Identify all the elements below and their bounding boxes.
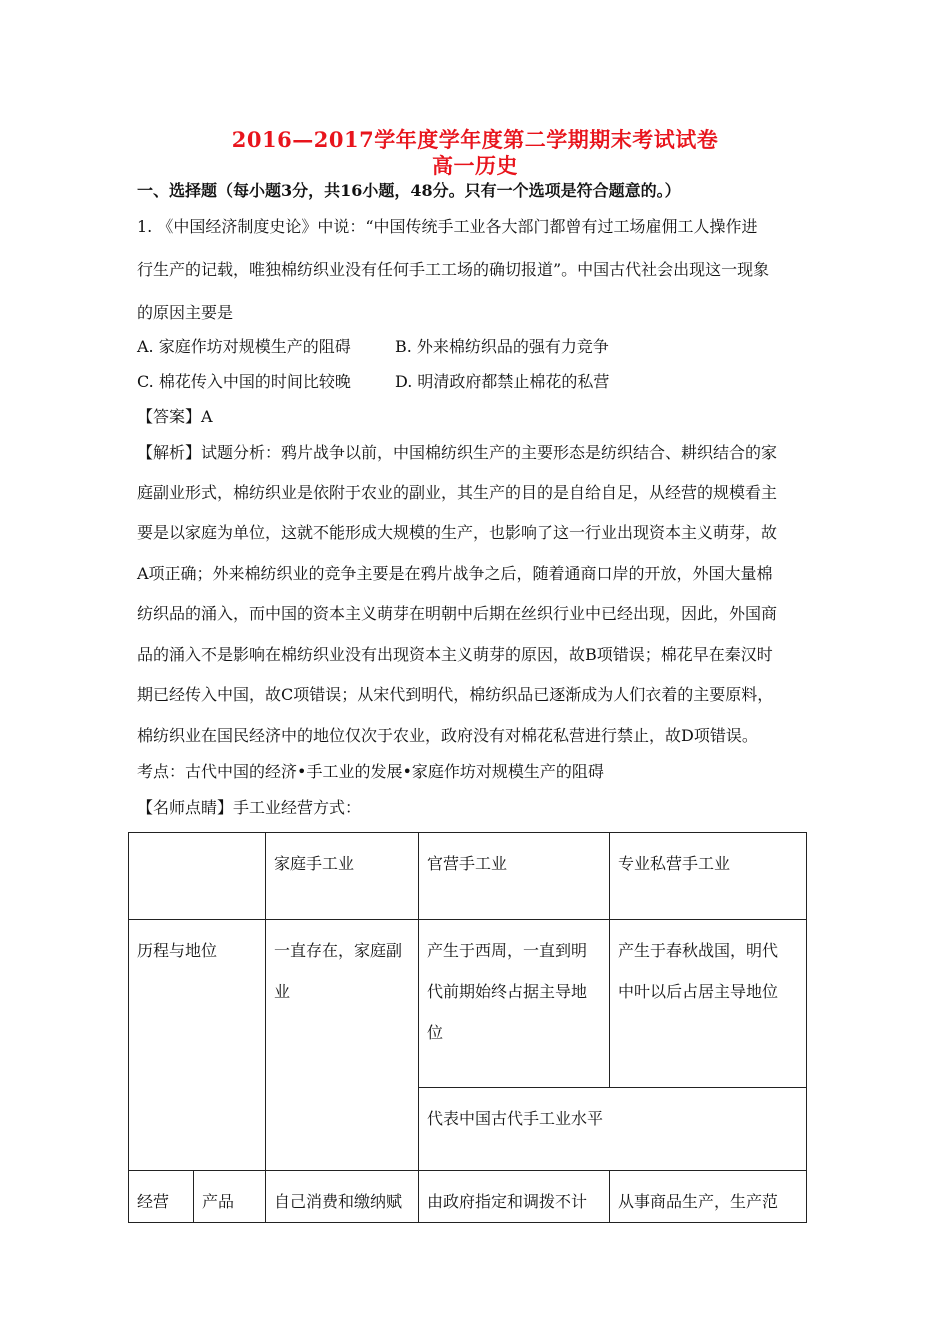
analysis-line: 期已经传入中国，故C项错误；从宋代到明代，棉纺织品已逐渐成为人们衣着的主要原料， xyxy=(137,685,774,704)
section-heading: 一、选择题（每小题3分，共16小题，48分。只有一个选项是符合题意的。） xyxy=(137,181,681,200)
row-label-history: 历程与地位 xyxy=(129,920,266,1171)
row-label-operation: 经营 xyxy=(129,1171,194,1223)
cell-private-history xyxy=(610,920,807,1088)
exam-title: 2016—2017学年度学年度第二学期期末考试试卷 xyxy=(231,127,719,152)
question-stem-line: 行生产的记载，唯独棉纺织业没有任何手工工场的确切报道”。中国古代社会出现这一现象 xyxy=(137,260,770,279)
cell-private-product: 从事商品生产，生产范 xyxy=(610,1171,807,1223)
handicraft-table xyxy=(128,832,807,1223)
cell-line: 位 xyxy=(427,1023,444,1042)
analysis-line: 要是以家庭为单位，这就不能形成大规模的生产，也影响了这一行业出现资本主义萌芽，故 xyxy=(137,523,778,542)
cell-line: 业 xyxy=(274,982,291,1001)
cell-line: 产生于西周，一直到明 xyxy=(427,941,588,960)
row-sublabel-product: 产品 xyxy=(194,1171,266,1223)
analysis-line: A项正确；外来棉纺织业的竞争主要是在鸦片战争之后，随着通商口岸的开放，外国大量棉 xyxy=(137,564,773,583)
exam-subject: 高一历史 xyxy=(432,153,518,178)
table-row xyxy=(129,1171,807,1223)
analysis-line: 纺织品的涌入，而中国的资本主义萌芽在明朝中后期在丝织行业中已经出现，因此，外国商 xyxy=(137,604,778,623)
tip-line: 【名师点睛】手工业经营方式： xyxy=(137,798,362,817)
kaodian-line: 考点：古代中国的经济•手工业的发展•家庭作坊对规模生产的阻碍 xyxy=(137,762,604,781)
cell-family-history xyxy=(266,920,419,1171)
option-b: B. 外来棉纺织品的强有力竞争 xyxy=(395,337,609,356)
answer-line: 【答案】A xyxy=(137,407,213,426)
cell-line: 一直存在，家庭副 xyxy=(274,941,403,960)
analysis-line: 庭副业形式，棉纺织业是依附于农业的副业，其生产的目的是自给自足，从经营的规模看主 xyxy=(137,483,778,502)
col-header-family: 家庭手工业 xyxy=(266,833,419,920)
table-row xyxy=(129,920,807,1088)
option-c: C. 棉花传入中国的时间比较晚 xyxy=(137,372,351,391)
option-a: A. 家庭作坊对规模生产的阻碍 xyxy=(137,337,351,356)
analysis-line: 棉纺织业在国民经济中的地位仅次于农业，政府没有对棉花私营进行禁止，故D项错误。 xyxy=(137,726,758,745)
col-header-official: 官营手工业 xyxy=(419,833,610,920)
cell-line: 代前期始终占据主导地 xyxy=(427,982,588,1001)
table-header-row xyxy=(129,833,807,920)
analysis-line: 【解析】试题分析：鸦片战争以前，中国棉纺织生产的主要形态是纺织结合、耕织结合的家 xyxy=(137,443,778,462)
question-stem-line: 的原因主要是 xyxy=(137,303,234,322)
option-d: D. 明清政府都禁止棉花的私营 xyxy=(395,372,610,391)
col-header-private: 专业私营手工业 xyxy=(610,833,807,920)
cell-official-product: 由政府指定和调拨不计 xyxy=(419,1171,610,1223)
analysis-line: 品的涌入不是影响在棉纺织业没有出现资本主义萌芽的原因，故B项错误；棉花早在秦汉时 xyxy=(137,645,773,664)
cell-line: 产生于春秋战国，明代 xyxy=(618,941,779,960)
cell-official-note: 代表中国古代手工业水平 xyxy=(419,1088,807,1171)
cell-official-history xyxy=(419,920,610,1088)
table-corner-cell xyxy=(129,833,266,920)
question-stem-line: 1. 《中国经济制度史论》中说：“中国传统手工业各大部门都曾有过工场雇佣工人操作进 xyxy=(137,217,758,236)
cell-family-product: 自己消费和缴纳赋 xyxy=(266,1171,419,1223)
cell-line: 中叶以后占居主导地位 xyxy=(618,982,779,1001)
